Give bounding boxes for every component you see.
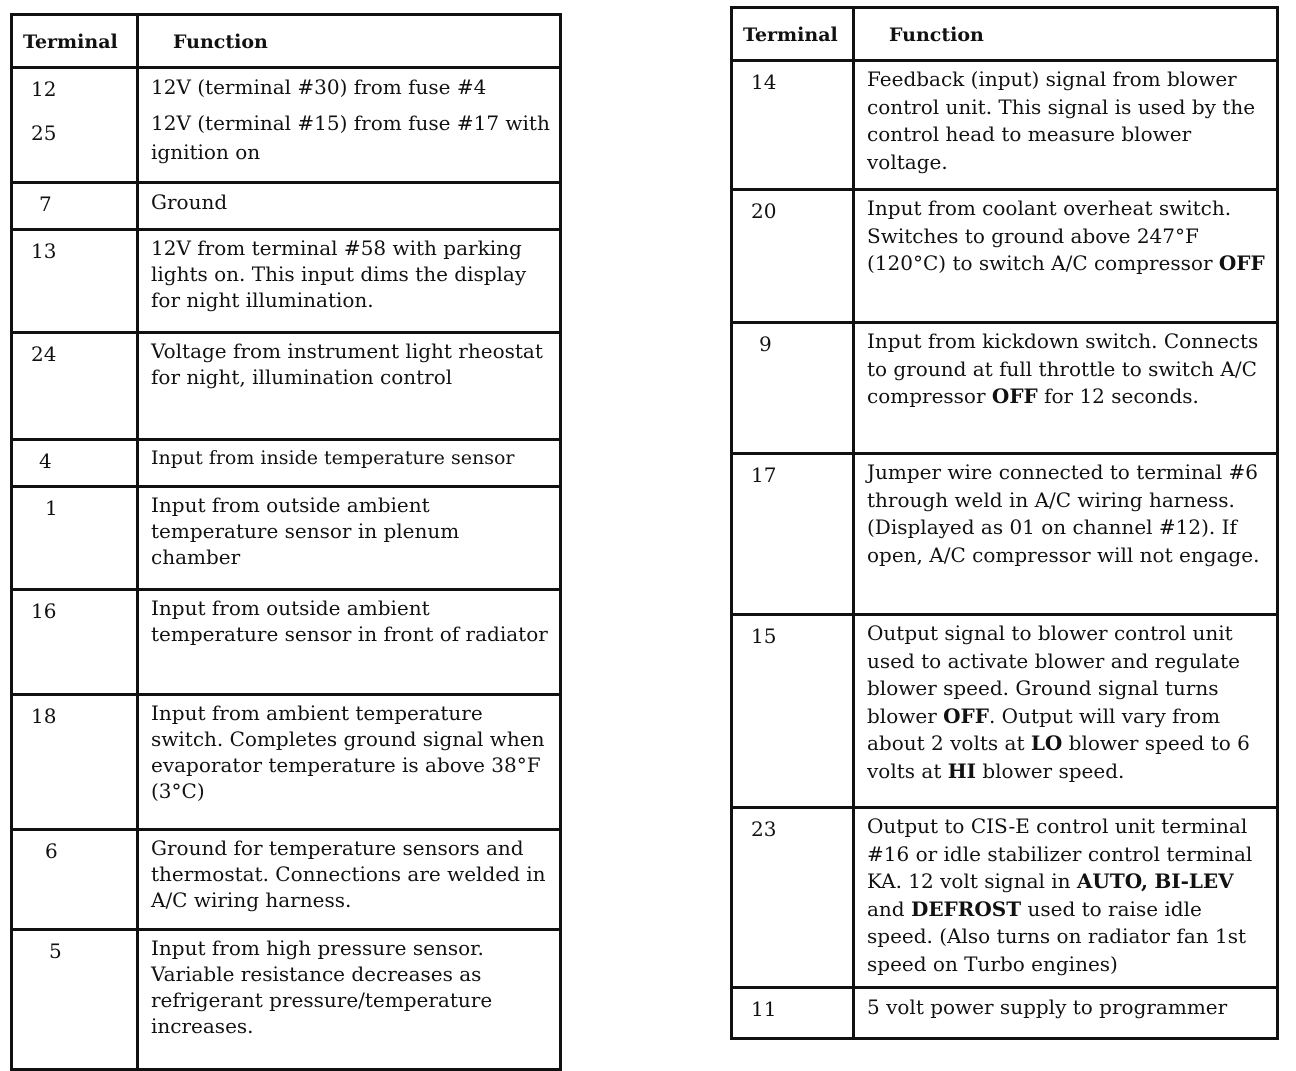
table-row: [12, 333, 561, 440]
function-description: Feedback (input) signal from blower control unit. This signal is used by the control head to measure blower voltage.: [867, 67, 1256, 174]
terminal-number: 17: [751, 463, 777, 487]
terminal-number: 18: [31, 704, 57, 728]
table-header-row: [12, 15, 561, 68]
table-row: [12, 487, 561, 590]
table-row: [12, 68, 561, 183]
table-header-row: [732, 8, 1278, 61]
terminal-function-table-left: [10, 13, 562, 1071]
terminal-number: 25: [31, 121, 57, 145]
table-row: [732, 988, 1278, 1039]
terminal-number: 7: [39, 192, 52, 216]
function-description: Ground for temperature sensors and thermostat. Connections are welded in A/C wiring harness.: [151, 836, 546, 912]
function-description: Ground: [151, 190, 228, 214]
function-description: Output signal to blower control unit used to activate blower and regulate blower speed. Ground signal turns blower OFF. Output will vary from about 2 volts at LO blower speed to 6 volts at HI blower speed.: [867, 621, 1250, 783]
terminal-function-table-right: [730, 6, 1279, 1040]
function-description: Voltage from instrument light rheostat for night, illumination control: [151, 339, 543, 389]
terminal-number: 13: [31, 239, 57, 263]
function-description: Output to CIS-E control unit terminal #16 or idle stabilizer control terminal KA. 12 volt signal in AUTO, BI-LEV and DEFROST used to raise idle speed. (Also turns on radiator fan 1st speed on Turbo engines): [867, 814, 1253, 976]
table-row: [732, 615, 1278, 808]
function-column-header: Function: [138, 15, 561, 68]
function-description: 12V (terminal #30) from fuse #4: [151, 75, 487, 99]
terminal-number: 12: [31, 77, 57, 101]
table-row: [12, 440, 561, 487]
function-description: Input from ambient temperature switch. Completes ground signal when evaporator temperature is above 38°F (3°C): [151, 701, 545, 803]
terminal-number: 15: [751, 624, 777, 648]
table-row: [732, 61, 1278, 190]
function-description: 12V from terminal #58 with parking lights on. This input dims the display for night illumination.: [151, 236, 527, 312]
function-column-header: Function: [854, 8, 1278, 61]
terminal-number: 11: [751, 997, 777, 1021]
function-description: Input from outside ambient temperature sensor in front of radiator: [151, 596, 548, 646]
terminal-number: 1: [45, 496, 58, 520]
table-row: [12, 930, 561, 1070]
terminal-number: 4: [39, 449, 52, 473]
function-description: Input from kickdown switch. Connects to ground at full throttle to switch A/C compressor OFF for 12 seconds.: [867, 329, 1259, 409]
terminal-number: 6: [45, 839, 58, 863]
table-row: [732, 190, 1278, 323]
function-description: 5 volt power supply to programmer: [867, 995, 1228, 1019]
table-row: [12, 230, 561, 333]
function-description: Input from outside ambient temperature sensor in plenum chamber: [151, 493, 460, 569]
function-description: Input from coolant overheat switch. Switches to ground above 247°F (120°C) to switch A/C compressor OFF: [867, 196, 1265, 276]
function-description: 12V (terminal #15) from fuse #17 with ignition on: [151, 111, 550, 164]
table-row: [12, 183, 561, 230]
table-row: [12, 830, 561, 930]
table-row: [12, 695, 561, 830]
terminal-number: 24: [31, 342, 57, 366]
terminal-number: 5: [49, 939, 62, 963]
table-row: [732, 323, 1278, 454]
terminal-number: 16: [31, 599, 57, 623]
terminal-number: 23: [751, 817, 777, 841]
terminal-column-header: Terminal: [12, 15, 138, 68]
function-description: Input from high pressure sensor. Variable resistance decreases as refrigerant pressure/temperature increases.: [151, 936, 493, 1038]
table-row: [732, 808, 1278, 988]
terminal-number: 14: [751, 70, 777, 94]
function-description: Jumper wire connected to terminal #6 through weld in A/C wiring harness. (Displayed as 01 on channel #12). If open, A/C compressor will not engage.: [867, 460, 1260, 567]
terminal-number: 20: [751, 199, 777, 223]
table-row: [732, 454, 1278, 615]
table-row: [12, 590, 561, 695]
terminal-column-header: Terminal: [732, 8, 854, 61]
function-description: Input from inside temperature sensor: [151, 447, 515, 469]
terminal-number: 9: [759, 332, 772, 356]
